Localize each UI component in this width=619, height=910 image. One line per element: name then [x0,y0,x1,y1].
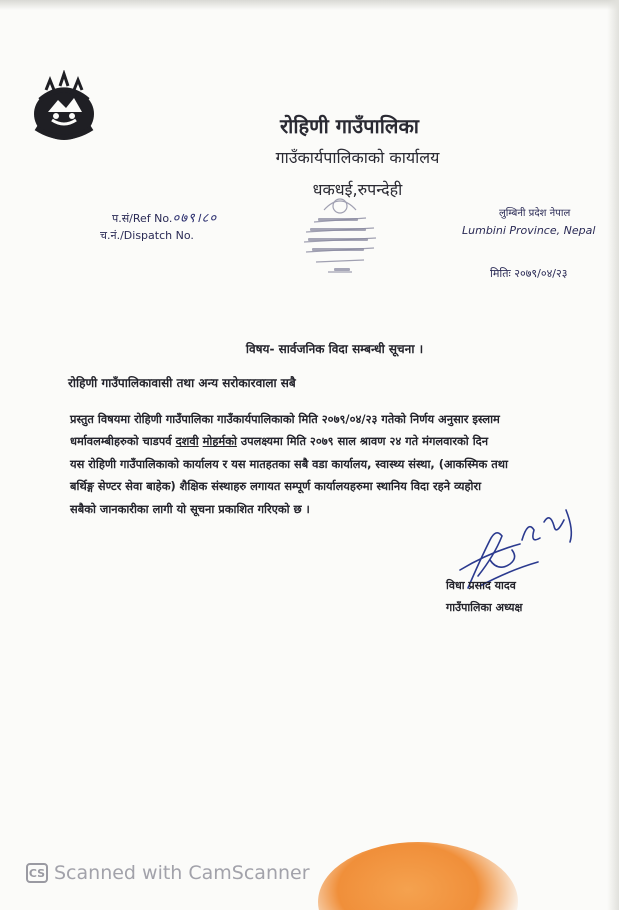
office-address: धकधई,रुपन्देही [312,180,403,199]
body-line-5: सबैको जानकारीका लागी यो सूचना प्रकाशित गरिएको छ । [70,501,310,516]
municipality-title: रोहिणी गाउँपालिका [280,114,419,138]
body-line-2 [70,430,594,452]
finger-blur-artifact [318,842,518,910]
camscanner-text: Scanned with CamScanner [54,862,310,884]
province-name-nepali: लुम्बिनी प्रदेश नेपाल [499,208,571,219]
body-line-1: प्रस्तुत विषयमा रोहिणी गाउँपालिका गाउँकार्यपालिकाको मिति २०७९/०४/२३ गतेको निर्णय अनुसार इस्लाम [70,412,500,426]
body-line-4: बर्थिङ्ग सेण्टर सेवा बाहेक) शैक्षिक संस्थाहरु लगायत सम्पूर्ण कार्यालयहरुमा स्थानिय विदा रहने व्यहोरा [70,479,482,494]
letter-date: मितिः २०७९/०४/२३ [490,267,568,280]
underlined-dashavi: दशवी [175,434,199,449]
body-line-2-start: धर्मावलम्बीहरुको चाडपर्व [70,434,176,449]
notice-subject: विषय- सार्वजनिक विदा सम्बन्धी सूचना । [245,342,424,356]
office-seal-stamp [284,188,396,288]
underlined-moharram: मोहर्मको [202,434,237,449]
page-edge-shadow-top [0,0,619,10]
province-name-english: Lumbini Province, Nepal [462,224,596,237]
signatory-title: गाउँपालिका अध्यक्ष [446,601,523,614]
office-name: गाउँकार्यपालिकाको कार्यालय [275,148,440,167]
ref-number-handwritten: ०७९।८० [172,211,218,226]
reference-number [112,208,217,226]
body-line-2-end: उपलक्ष्यमा मिति २०७९ साल श्रावण २४ गते मंगलवारको दिन [236,434,489,449]
salutation: रोहिणी गाउँपालिकावासी तथा अन्य सरोकारवाला सबै [68,376,296,390]
signatory-name: विधा प्रसाद यादव [446,579,516,592]
body-line-3: यस रोहिणी गाउँपालिकाको कार्यालय र यस मातहतका सबै वडा कार्यालय, स्वास्थ्य संस्था, (आकस्मिक तथा [70,456,508,471]
camscanner-logo-icon: CS [26,863,48,883]
ref-label: प.सं/Ref No. [112,212,173,225]
camscanner-watermark [26,862,310,884]
dispatch-number: च.नं./Dispatch No. [100,229,194,242]
